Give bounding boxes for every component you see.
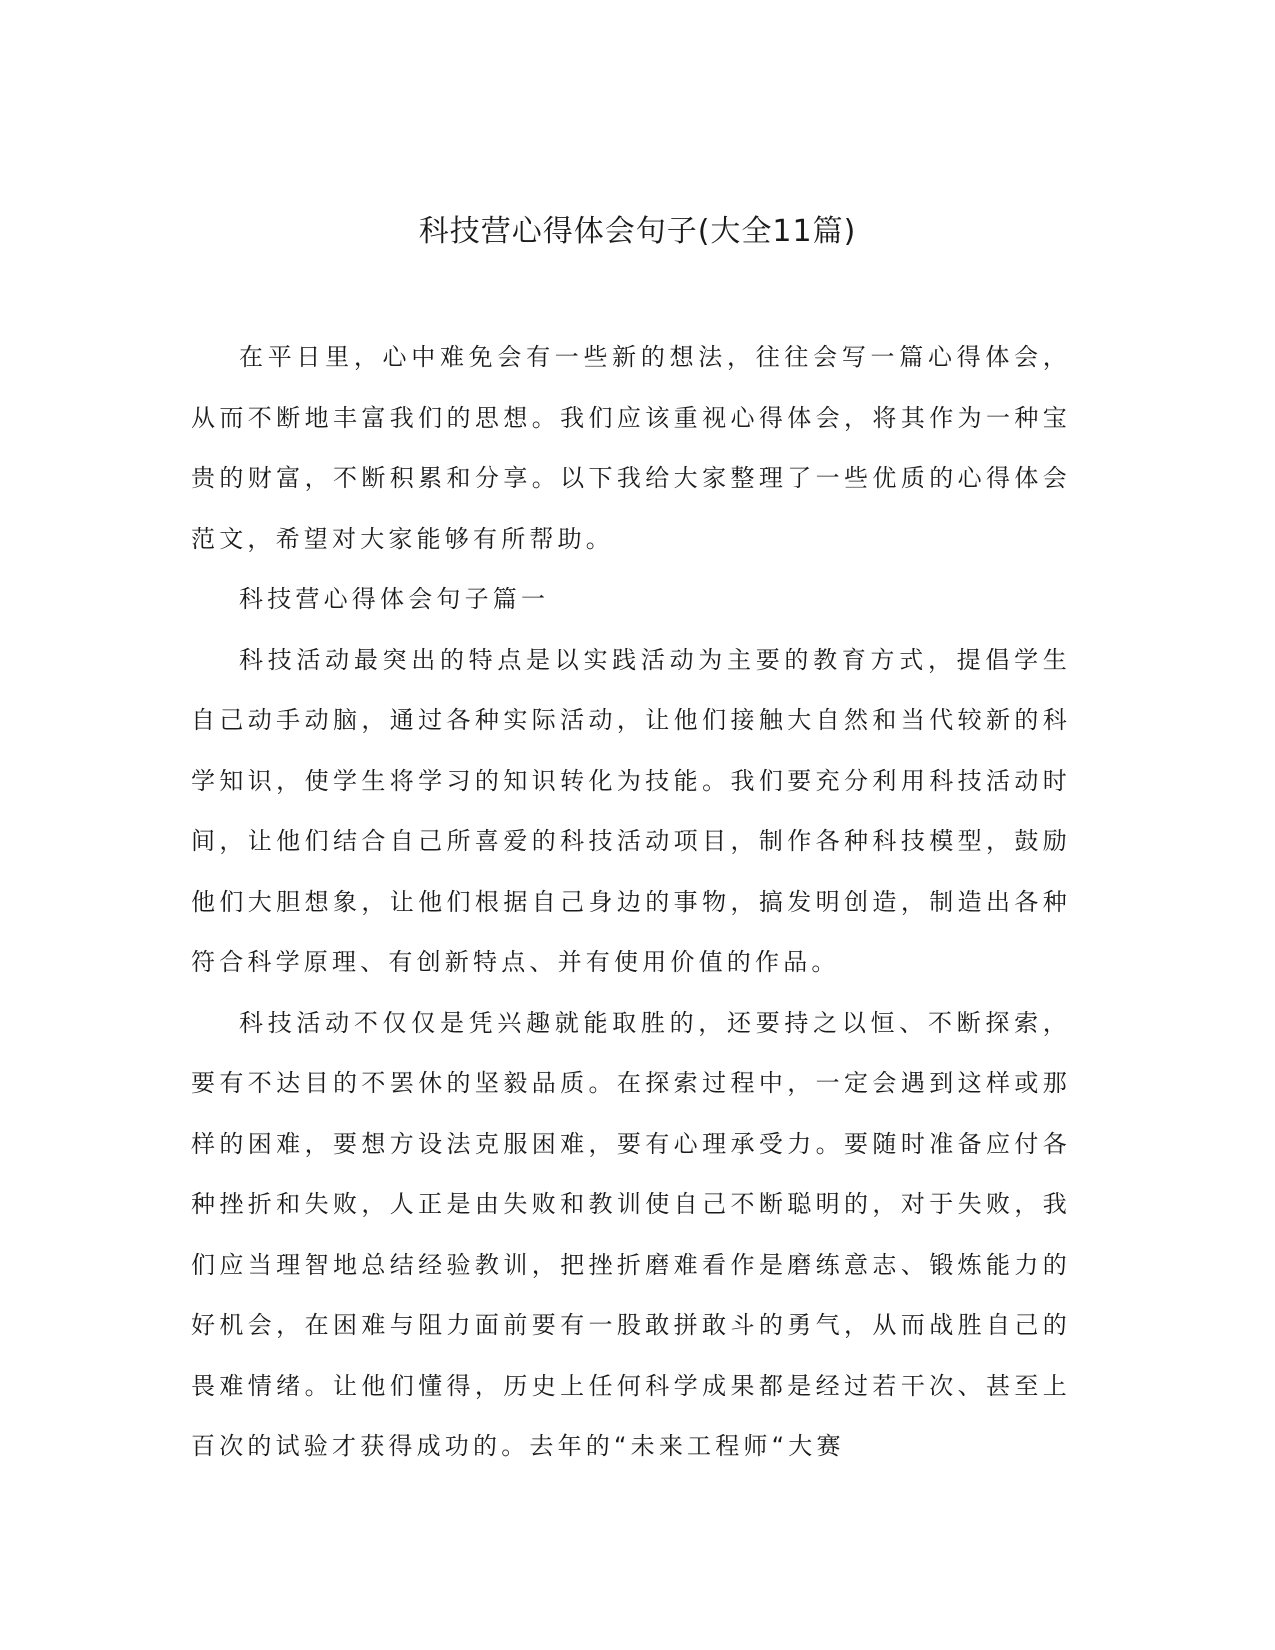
paragraph: 科技活动不仅仅是凭兴趣就能取胜的，还要持之以恒、不断探索，要有不达目的不罢休的坚毅品质。在探索过程中，一定会遇到这样或那样的困难，要想方设法克服困难，要有心理承受力。要随时准备应付各种挫折和失败，人正是由失败和教训使自己不断聪明的，对于失败，我们应当理智地总结经验教训，把挫折磨难看作是磨练意志、锻炼能力的好机会，在困难与阻力面前要有一股敢拼敢斗的勇气，从而战胜自己的畏难情绪。让他们懂得，历史上任何科学成果都是经过若干次、甚至上百次的试验才获得成功的。去年的“未来工程师“大赛 [191, 1008, 1071, 1460]
document-body [191, 327, 1071, 1477]
document-title: 科技营心得体会句子(大全11篇) [418, 214, 857, 249]
paragraph: 科技活动最突出的特点是以实践活动为主要的教育方式，提倡学生自己动手动脑，通过各种实际活动，让他们接触大自然和当代较新的科学知识，使学生将学习的知识转化为技能。我们要充分利用科技活动时间，让他们结合自己所喜爱的科技活动项目，制作各种科技模型，鼓励他们大胆想象，让他们根据自己身边的事物，搞发明创造，制造出各种符合科学原理、有创新特点、并有使用价值的作品。 [191, 645, 1071, 976]
section-heading: 科技营心得体会句子篇一 [239, 585, 550, 613]
paragraph-intro: 在平日里，心中难免会有一些新的想法，往往会写一篇心得体会，从而不断地丰富我们的思想。我们应该重视心得体会，将其作为一种宝贵的财富，不断积累和分享。以下我给大家整理了一些优质的心得体会范文，希望对大家能够有所帮助。 [191, 343, 1071, 553]
